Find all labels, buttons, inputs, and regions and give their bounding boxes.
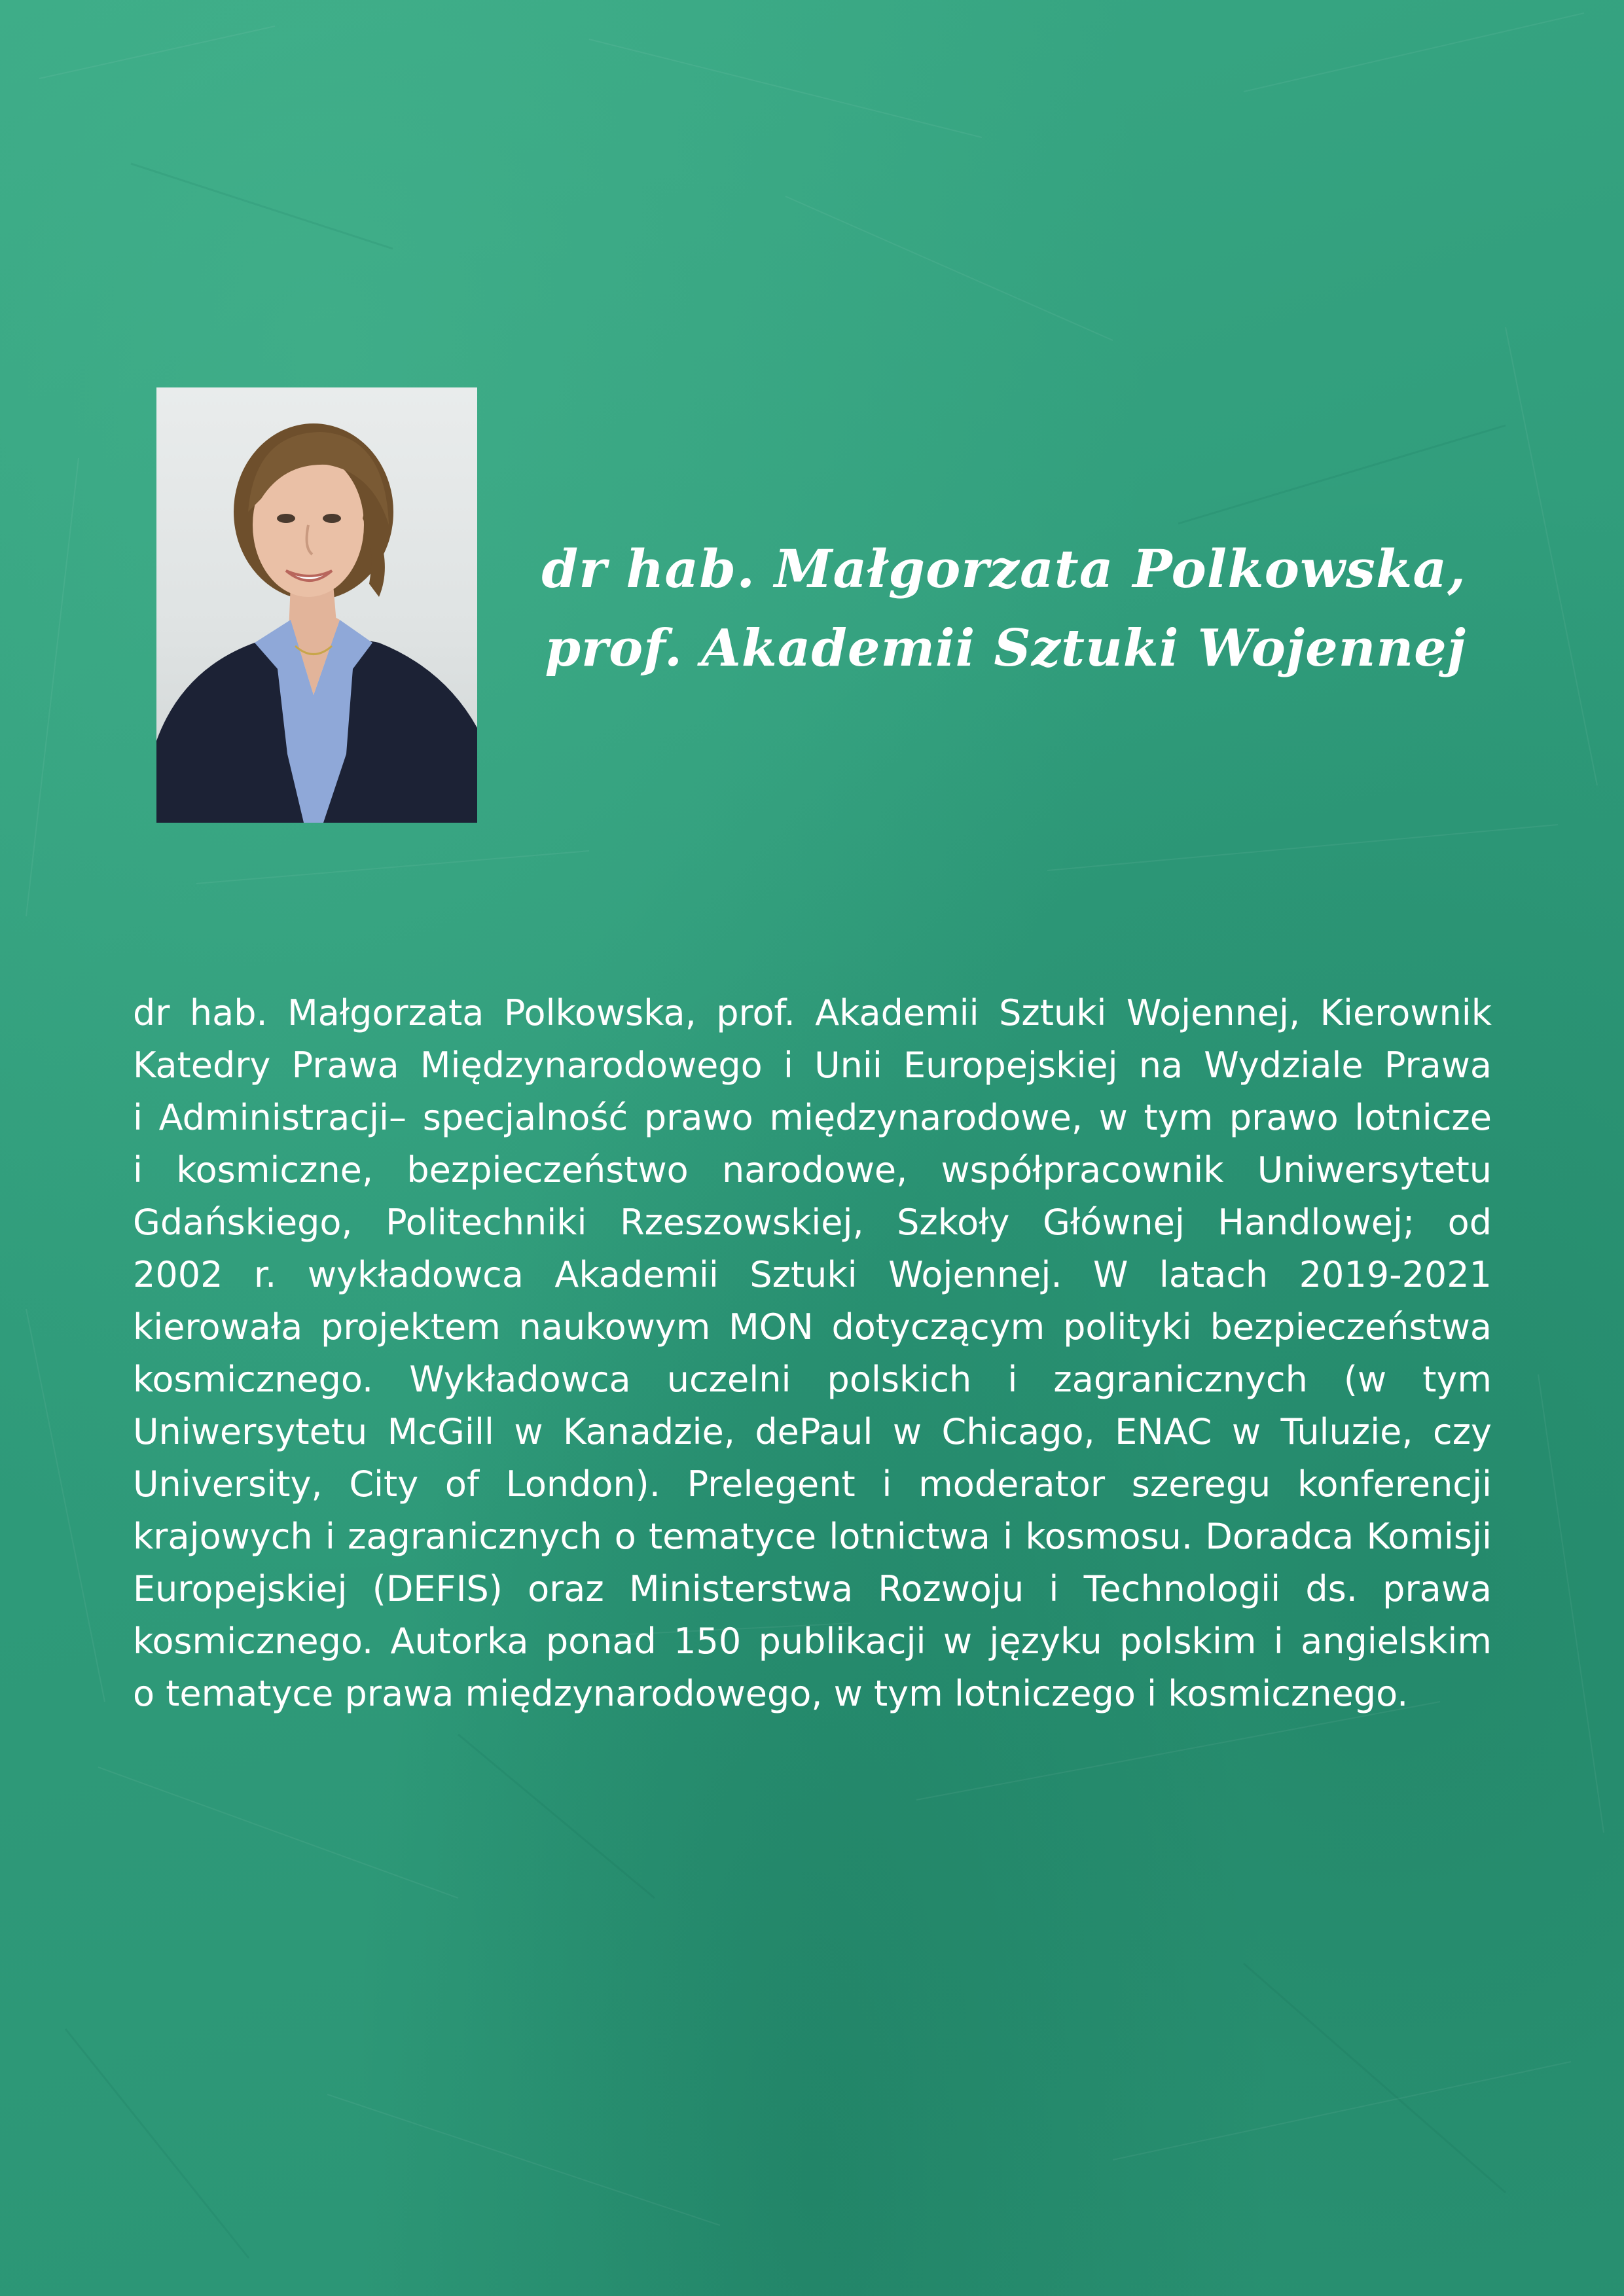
bio-line: 2002 r. wykładowca Akademii Sztuki Wojennej. W latach 2019-2021: [133, 1254, 1492, 1295]
author-name-line: dr hab. Małgorzata Polkowska,: [541, 538, 1466, 600]
author-photo: [156, 387, 477, 823]
author-name-heading: [537, 529, 1466, 689]
bio-line: dr hab. Małgorzata Polkowska, prof. Akademii Sztuki Wojennej, Kierownik: [133, 992, 1492, 1033]
bio-line: Europejskiej (DEFIS) oraz Ministerstwa Rozwoju i Technologii ds. prawa: [133, 1568, 1492, 1609]
bio-line: krajowych i zagranicznych o tematyce lotnictwa i kosmosu. Doradca Komisji: [133, 1516, 1492, 1557]
portrait-photo-icon: [156, 387, 477, 823]
bio-line: kosmicznego. Wykładowca uczelni polskich i zagranicznych (w tym: [133, 1359, 1492, 1400]
author-affiliation-line: prof. Akademii Sztuki Wojennej: [545, 619, 1466, 678]
bio-line: o tematyce prawa międzynarodowego, w tym lotniczego i kosmicznego.: [133, 1673, 1409, 1714]
bio-line: University, City of London). Prelegent i moderator szeregu konferencji: [133, 1463, 1492, 1505]
bio-line: Uniwersytetu McGill w Kanadzie, dePaul w Chicago, ENAC w Tuluzie, czy: [133, 1411, 1492, 1452]
bio-line: i kosmiczne, bezpieczeństwo narodowe, współpracownik Uniwersytetu: [133, 1149, 1492, 1191]
bio-line: Katedry Prawa Międzynarodowego i Unii Europejskiej na Wydziale Prawa: [133, 1045, 1492, 1086]
bio-line: kierowała projektem naukowym MON dotyczącym polityki bezpieczeństwa: [133, 1306, 1492, 1348]
author-biography: [133, 987, 1492, 1720]
bio-line: Gdańskiego, Politechniki Rzeszowskiej, Szkoły Głównej Handlowej; od: [133, 1202, 1492, 1243]
bio-line: kosmicznego. Autorka ponad 150 publikacji w języku polskim i angielskim: [133, 1621, 1492, 1662]
bio-line: i Administracji– specjalność prawo międzynarodowe, w tym prawo lotnicze: [133, 1097, 1492, 1138]
